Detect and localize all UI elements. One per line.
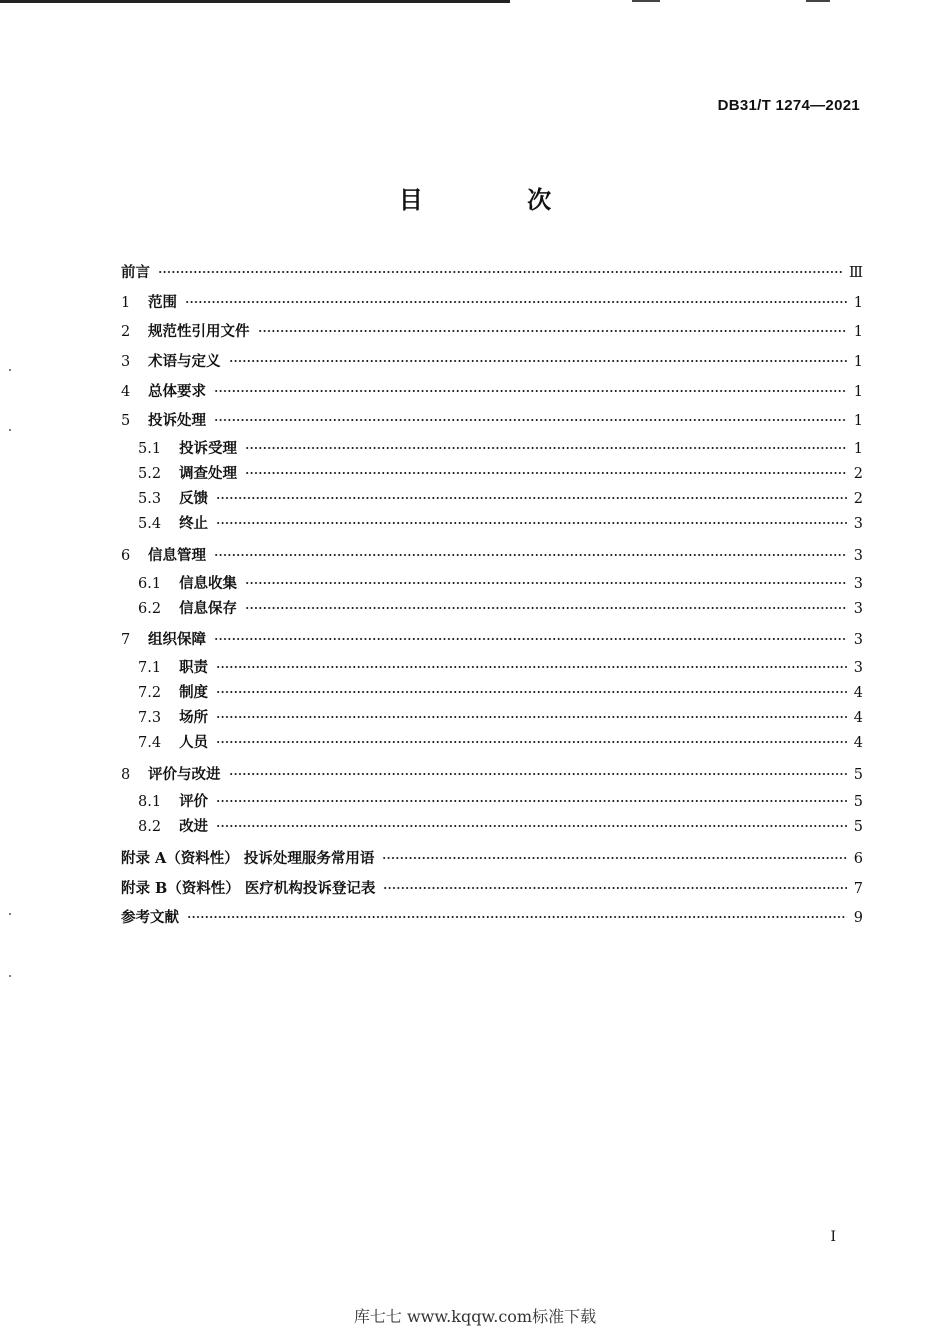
- toc-entry-label: 信息管理: [148, 546, 206, 564]
- toc-entry-page: 3: [853, 659, 863, 676]
- toc-entry-label: 人员: [179, 733, 209, 751]
- toc-entry-number: 7.3: [138, 709, 162, 726]
- toc-entry[interactable]: [121, 317, 863, 347]
- dot-leader: [245, 447, 847, 449]
- toc-entry-number: 8.2: [138, 819, 162, 836]
- toc-entry-page: 4: [853, 734, 863, 751]
- toc-entry-number: 5.1: [138, 441, 162, 458]
- document-number: DB31/T 1274—2021: [717, 97, 860, 114]
- toc-entry[interactable]: [121, 705, 863, 730]
- toc-entry-page: 3: [853, 632, 863, 649]
- dot-leader: [216, 497, 847, 499]
- top-scan-rule: [0, 0, 510, 3]
- toc-entry-label: 附录 A（资料性） 投诉处理服务常用语: [121, 849, 375, 867]
- toc-entry-label: 评价: [179, 793, 209, 811]
- toc-entry[interactable]: [121, 844, 863, 874]
- toc-entry-label: 附录 B（资料性） 医疗机构投诉登记表: [121, 879, 376, 897]
- toc-entry-label: 范围: [148, 293, 177, 311]
- dot-leader: [216, 716, 847, 718]
- toc-entry-number: 5.4: [138, 516, 162, 533]
- watermark-text: 库七七 www.kqqw.com标准下载: [353, 1307, 597, 1326]
- toc-entry-number: 5.2: [138, 466, 162, 483]
- dot-leader: [185, 301, 847, 303]
- toc-entry-page: 7: [853, 880, 863, 897]
- toc-entry-page: 1: [853, 383, 863, 400]
- toc-entry-page: 3: [853, 600, 863, 617]
- toc-entry-page: 3: [853, 516, 863, 533]
- dot-leader: [158, 271, 843, 273]
- toc-entry-page: 5: [853, 766, 863, 783]
- dot-leader: [216, 522, 847, 524]
- toc-entry-label: 信息收集: [179, 574, 238, 592]
- toc-entry[interactable]: [121, 874, 863, 904]
- toc-entry-label: 投诉处理: [148, 412, 206, 430]
- scan-speck: [9, 975, 11, 977]
- toc-entry[interactable]: [121, 680, 863, 705]
- toc-entry[interactable]: [121, 406, 863, 436]
- toc-entry-label: 职责: [179, 658, 209, 676]
- scan-speck: [9, 429, 11, 431]
- toc-entry-label: 参考文献: [121, 909, 179, 927]
- toc-entry-label: 投诉受理: [179, 440, 238, 458]
- toc-entry[interactable]: [121, 789, 863, 814]
- toc-entry-number: 6.2: [138, 600, 162, 617]
- dot-leader: [216, 741, 847, 743]
- toc-entry-number: 8.1: [138, 794, 162, 811]
- toc-entry-page: 2: [853, 466, 863, 483]
- scan-speck: [9, 369, 11, 371]
- toc-entry[interactable]: [121, 511, 863, 536]
- toc-entry-label: 信息保存: [179, 599, 238, 617]
- toc-entry[interactable]: [121, 377, 863, 407]
- page-title: 目 次: [398, 186, 600, 214]
- toc-entry-number: 7.2: [138, 684, 162, 701]
- top-scan-mark: [806, 0, 830, 2]
- toc-entry[interactable]: [121, 541, 863, 571]
- toc-entry-number: 7.4: [138, 734, 162, 751]
- toc-entry-page: 4: [853, 684, 863, 701]
- dot-leader: [216, 666, 847, 668]
- toc-entry-number: 5.3: [138, 491, 162, 508]
- toc-entry-label: 反馈: [179, 490, 209, 508]
- toc-entry-page: 1: [853, 413, 863, 430]
- toc-entry-label: 组织保障: [148, 631, 206, 649]
- dot-leader: [216, 800, 847, 802]
- toc-entry-label: 总体要求: [148, 382, 206, 400]
- toc-entry-label: 制度: [179, 683, 209, 701]
- toc-entry-label: 场所: [179, 708, 209, 726]
- toc-entry-number: 4: [121, 383, 131, 400]
- toc-entry-number: 3: [121, 354, 131, 371]
- dot-leader: [187, 916, 847, 918]
- toc-entry-number: 7.1: [138, 659, 162, 676]
- dot-leader: [245, 607, 847, 609]
- dot-leader: [245, 472, 847, 474]
- dot-leader: [382, 857, 847, 859]
- toc-entry-number: 2: [121, 324, 131, 341]
- toc-entry-page: 1: [853, 354, 863, 371]
- toc-entry[interactable]: [121, 461, 863, 486]
- toc-entry-number: 7: [121, 632, 131, 649]
- toc-entry-page: 1: [853, 324, 863, 341]
- toc-entry-page: 3: [853, 575, 863, 592]
- toc-entry-page: 5: [853, 819, 863, 836]
- toc-entry-page: 4: [853, 709, 863, 726]
- toc-entry[interactable]: [121, 625, 863, 655]
- top-scan-mark: [632, 0, 660, 2]
- toc-entry[interactable]: [121, 903, 863, 933]
- dot-leader: [216, 691, 847, 693]
- dot-leader: [214, 554, 847, 556]
- toc-entry-number: 5: [121, 413, 131, 430]
- toc-entry-page: 9: [853, 910, 863, 927]
- toc-entry[interactable]: [121, 814, 863, 839]
- toc-entry[interactable]: [121, 730, 863, 755]
- toc-entry-page: 1: [853, 294, 863, 311]
- dot-leader: [214, 638, 847, 640]
- dot-leader: [214, 390, 847, 392]
- toc-entry-label: 规范性引用文件: [148, 323, 250, 341]
- toc-entry[interactable]: [121, 655, 863, 680]
- toc-entry-page: 2: [853, 491, 863, 508]
- toc-entry-label: 前言: [121, 264, 150, 281]
- toc-entry-number: 8: [121, 766, 131, 783]
- toc-entry-label: 终止: [179, 515, 209, 533]
- toc-entry[interactable]: [121, 288, 863, 318]
- toc-entry[interactable]: [121, 571, 863, 596]
- dot-leader: [383, 887, 847, 889]
- toc-entry-page: 6: [853, 850, 863, 867]
- toc-entry[interactable]: [121, 436, 863, 461]
- dot-leader: [229, 773, 848, 775]
- dot-leader: [216, 825, 847, 827]
- toc-entry-page: Ⅲ: [849, 265, 863, 281]
- toc-entry-page: 3: [853, 547, 863, 564]
- toc-entry-label: 调查处理: [179, 465, 238, 483]
- toc-entry-number: 6: [121, 547, 131, 564]
- toc-entry[interactable]: [121, 347, 863, 377]
- toc-entry-page: 5: [853, 794, 863, 811]
- toc-entry-label: 评价与改进: [148, 765, 221, 783]
- toc-entry[interactable]: [121, 486, 863, 511]
- toc-entry-number: 1: [121, 294, 131, 311]
- toc-entry[interactable]: [121, 596, 863, 621]
- dot-leader: [229, 360, 848, 362]
- toc-entry-number: 6.1: [138, 575, 162, 592]
- dot-leader: [258, 330, 848, 332]
- scan-speck: [9, 913, 11, 915]
- toc-entry[interactable]: [121, 258, 863, 288]
- toc-entry-label: 术语与定义: [148, 353, 221, 371]
- toc-entry-page: 1: [853, 441, 863, 458]
- page-number: I: [830, 1229, 836, 1245]
- table-of-contents: [121, 258, 863, 933]
- dot-leader: [214, 419, 847, 421]
- dot-leader: [245, 582, 847, 584]
- toc-entry[interactable]: [121, 760, 863, 790]
- toc-entry-label: 改进: [179, 818, 209, 836]
